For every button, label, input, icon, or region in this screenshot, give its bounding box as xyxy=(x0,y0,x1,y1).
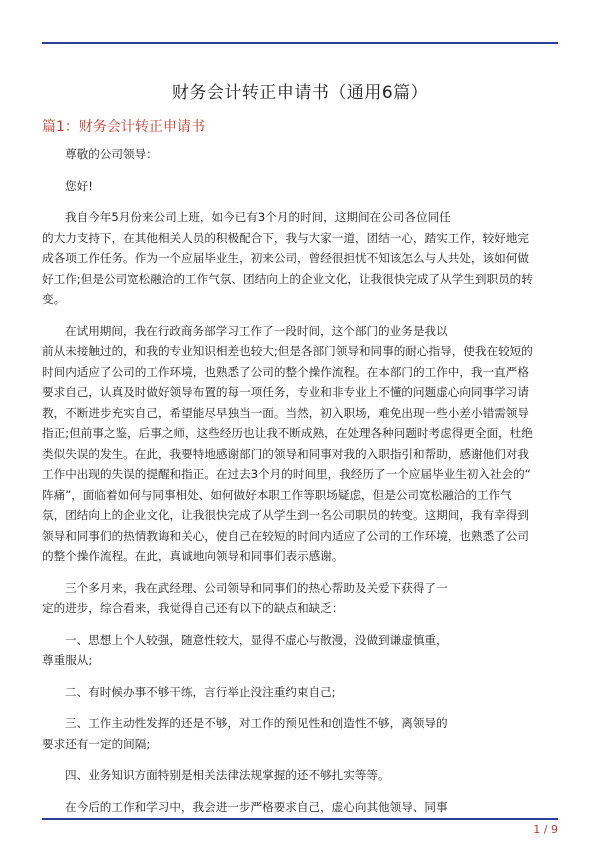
text-line: 定的进步，综合看来，我觉得自己还有以下的缺点和缺乏： xyxy=(42,601,344,615)
paragraph xyxy=(42,321,558,567)
text-line: 前从未接触过的，和我的专业知识相差也较大;但是各部门领导和同事的耐心指导，使我在较短的 xyxy=(42,344,533,358)
text-line: 变。 xyxy=(42,292,66,306)
text-line: 氛，团结向上的企业文化，让我很快完成了从学生到一名公司职员的转变。这期间，我有幸得到 xyxy=(42,508,529,522)
paragraph xyxy=(42,765,558,786)
document-body xyxy=(42,144,558,828)
text-line: 二、有时候办事不够干练，言行举止没注重约束自己; xyxy=(65,684,336,699)
text-line: 时间内适应了公司的工作环境，也熟悉了公司的整个操作流程。在本部门的工作中，我一直严格 xyxy=(42,364,529,379)
bottom-rule xyxy=(42,818,558,820)
text-line: 的整个操作流程。在此，真诚地向领导和同事们表示感谢。 xyxy=(42,549,344,563)
text-line: 阵痛”，面临着如何与同事相处、如何做好本职工作等职场疑虑，但是公司宽松融洽的工作气 xyxy=(42,487,512,502)
salutation: 尊敬的公司领导： xyxy=(65,147,158,161)
text-line: 三个多月来，我在武经理、公司领导和同事们的热心帮助及关爱下获得了一 xyxy=(65,580,448,595)
text-line: 我自今年5月份来公司上班，如今已有3个月的时间，这期间在公司各位同任 xyxy=(65,210,451,224)
text-line: 要求还有一定的间隔; xyxy=(42,736,151,751)
top-rule xyxy=(42,42,558,44)
text-line: 成各项工作任务。作为一个应届毕业生，初来公司，曾经很担忧不知该怎么与人共处，该如何做 xyxy=(42,251,529,265)
text-line: 好工作;但是公司宽松融洽的工作气氛、团结向上的企业文化，让我很快完成了从学生到职员的转 xyxy=(42,271,533,286)
text-line: 尊重服从; xyxy=(42,653,93,667)
text-line: 一、思想上个人较强，随意性较大，显得不虚心与散漫，没做到谦虚慎重， xyxy=(65,632,448,647)
section-heading: 篇1：财务会计转正申请书 xyxy=(42,119,205,135)
text-line: 三、工作主动性发挥的还是不够，对工作的预见性和创造性不够，离领导的 xyxy=(65,716,448,730)
paragraph xyxy=(42,797,558,818)
text-line: 四、业务知识方面特别是相关法律法规掌握的还不够扎实等等。 xyxy=(65,768,390,782)
paragraph xyxy=(42,630,558,671)
text-line: 工作中出现的失误的提醒和指正。在过去3个月的时间里，我经历了一个应届毕业生初入社会的“ xyxy=(42,467,531,481)
text-line: 在今后的工作和学习中，我会进一步严格要求自己，虚心向其他领导、同事 xyxy=(65,799,448,814)
text-line: 要求自己，认真及时做好领导布置的每一项任务，专业和非专业上不懂的问题虚心向同事学习请 xyxy=(42,385,529,399)
text-line: 教，不断进步充实自己，希望能尽早独当一面。当然，初入职场，难免出现一些小差小错需领导 xyxy=(42,405,529,420)
paragraph xyxy=(42,578,558,619)
text-line: 领导和同事们的热情教诲和关心，使自己在较短的时间内适应了公司的工作环境，也熟悉了公司 xyxy=(42,528,529,543)
page-number: 1 / 9 xyxy=(533,823,558,836)
greeting: 您好! xyxy=(65,178,93,193)
paragraph xyxy=(42,207,558,310)
text-line: 在试用期间，我在行政商务部学习工作了一段时间，这个部门的业务是我以 xyxy=(65,323,448,338)
paragraphs xyxy=(42,207,558,817)
paragraph xyxy=(42,713,558,754)
page-title: 财务会计转正申请书（通用6篇） xyxy=(171,83,429,103)
paragraph xyxy=(42,682,558,703)
text-line: 指正;但前事之鉴，后事之师，这些经历也让我不断成熟，在处理各种问题时考虑得更全面，杜绝 xyxy=(42,426,533,440)
text-line: 类似失误的发生。在此，我要特地感谢部门的领导和同事对我的入职指引和帮助，感谢他们对我 xyxy=(42,446,529,461)
text-line: 的大力支持下，在其他相关人员的积极配合下，我与大家一道，团结一心，踏实工作，较好地完 xyxy=(42,230,529,245)
